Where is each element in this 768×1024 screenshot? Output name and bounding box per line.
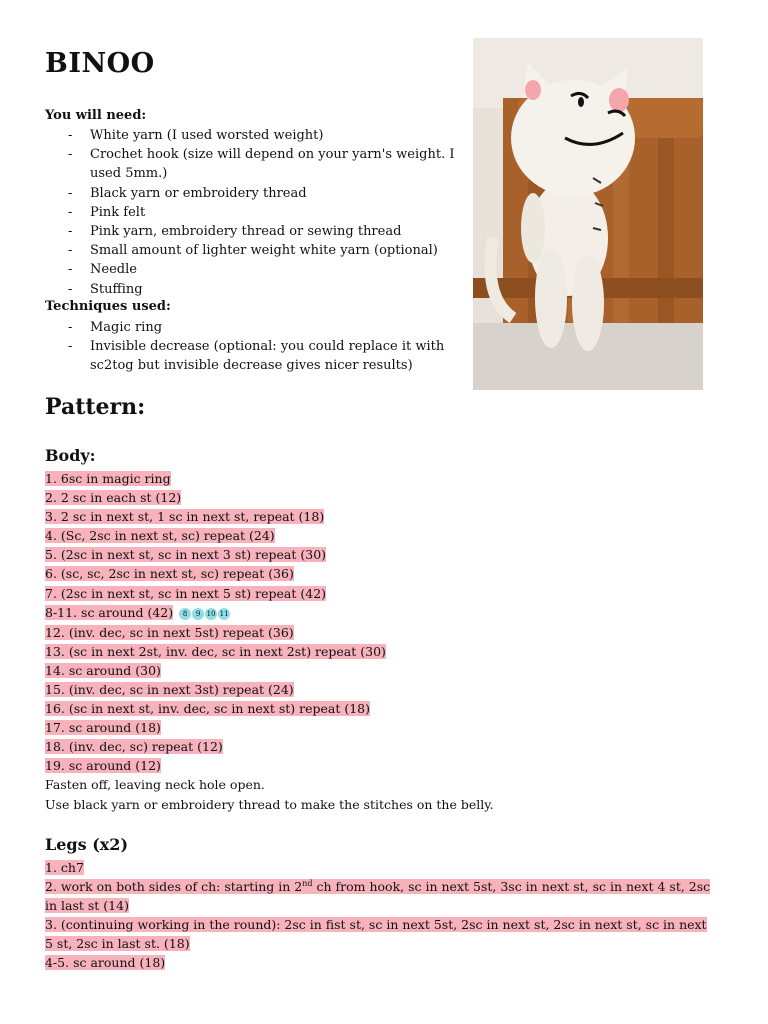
cat-photo-illustration — [473, 38, 703, 390]
legs-row-text: 2. work on both sides of ch: starting in 2 — [45, 879, 303, 895]
body-note: Use black yarn or embroidery thread to make the stitches on the belly. — [45, 796, 494, 812]
legs-row-text: ch from hook, sc in next 5st, 3sc in next st, sc in next 4 st, 2sc in last st (14) — [45, 879, 711, 914]
list-item: - Black yarn or embroidery thread — [68, 184, 458, 203]
legs-rows — [45, 858, 715, 973]
body-row: 2. 2 sc in each st (12) — [45, 490, 182, 506]
body-row: 4. (Sc, 2sc in next st, sc) repeat (24) — [45, 528, 275, 544]
list-item: - Stuffing — [68, 280, 458, 299]
techniques-list — [68, 318, 458, 376]
body-row: 3. 2 sc in next st, 1 sc in next st, repeat (18) — [45, 509, 325, 525]
row-mark-icon: 9 — [192, 608, 204, 620]
amigurumi-cat-photo — [473, 38, 703, 390]
body-heading: Body: — [45, 446, 96, 465]
legs-row — [45, 879, 710, 913]
list-item: - White yarn (I used worsted weight) — [68, 126, 458, 145]
row-counter-marks — [179, 604, 231, 623]
body-row: 12. (inv. dec, sc in next 5st) repeat (36) — [45, 624, 294, 640]
pattern-title: BINOO — [45, 48, 155, 79]
row-mark-icon: 10 — [206, 610, 216, 619]
list-item: - Magic ring — [68, 318, 458, 337]
body-row: 13. (sc in next 2st, inv. dec, sc in next 2st) repeat (30) — [45, 643, 386, 659]
legs-row: 4-5. sc around (18) — [45, 955, 166, 971]
legs-heading: Legs (x2) — [45, 835, 129, 854]
row-mark-icon: 8 — [179, 608, 191, 620]
list-item: - Invisible decrease (optional: you could replace it with sc2tog but invisible decrease gives nicer results) — [68, 337, 458, 375]
materials-list — [68, 126, 458, 299]
body-row: 16. (sc in next st, inv. dec, sc in next st) repeat (18) — [45, 701, 371, 717]
body-row: 17. sc around (18) — [45, 720, 161, 736]
list-item: - Crochet hook (size will depend on your yarn's weight. I used 5mm.) — [68, 145, 458, 183]
body-row: 15. (inv. dec, sc in next 3st) repeat (24) — [45, 681, 294, 697]
body-row: 19. sc around (12) — [45, 758, 161, 774]
body-row: 1. 6sc in magic ring — [45, 471, 171, 486]
body-row: 6. (sc, sc, 2sc in next st, sc) repeat (36) — [45, 566, 294, 582]
techniques-heading: Techniques used: — [45, 299, 171, 314]
list-item: - Pink felt — [68, 203, 458, 222]
body-rows — [45, 469, 494, 814]
body-row: 7. (2sc in next st, sc in next 5 st) repeat (42) — [45, 585, 327, 601]
row-mark-icon: 11 — [219, 610, 229, 619]
legs-row: 1. ch7 — [45, 860, 84, 875]
body-row: 5. (2sc in next st, sc in next 3 st) repeat (30) — [45, 547, 327, 563]
body-note: Fasten off, leaving neck hole open. — [45, 777, 265, 793]
list-item: - Small amount of lighter weight white yarn (optional) — [68, 241, 458, 260]
list-item: - Needle — [68, 260, 458, 279]
body-row: 18. (inv. dec, sc) repeat (12) — [45, 739, 223, 755]
ordinal-suffix: nd — [302, 878, 313, 888]
body-row: 14. sc around (30) — [45, 662, 161, 678]
pattern-heading: Pattern: — [45, 394, 146, 420]
list-item: - Pink yarn, embroidery thread or sewing thread — [68, 222, 458, 241]
legs-row: 3. (continuing working in the round): 2sc in fist st, sc in next 5st, 2sc in next st, 2sc in next st, sc in next 5 st, 2sc in last st. (18) — [45, 917, 707, 952]
body-row: 8-11. sc around (42) — [45, 604, 174, 620]
you-will-need-heading: You will need: — [45, 108, 147, 123]
